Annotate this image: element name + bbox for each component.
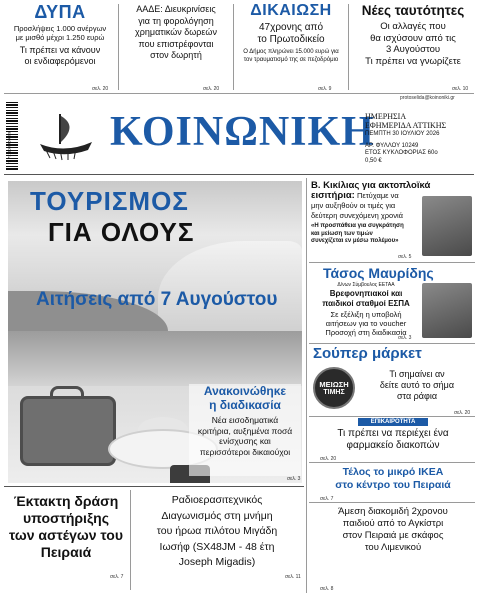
kikilias-text (311, 201, 419, 220)
teaser-dypa-head: ΔΥΠΑ (34, 2, 86, 22)
divider (306, 178, 307, 593)
ikea-page: σελ. 7 (320, 496, 334, 502)
masthead-meta-4: ΑΡ. ΦΥΛΛΟΥ 10249 (365, 142, 419, 149)
divider (233, 4, 234, 90)
pharmacy-page: σελ. 20 (320, 456, 337, 462)
mavridis-role: Δ/νων Σύμβουλος ΕΕΤΑΑ (337, 282, 395, 288)
mavridis-page: σελ. 3 (398, 335, 412, 341)
teaser-tautotites-line-4: Τι πρέπει να γνωρίζετε (365, 55, 461, 67)
hero-ann-line-5: ενίσχυσης και (219, 436, 271, 446)
mavridis-bold-1: Βρεφονηπιακοί και (329, 289, 403, 298)
mavridis-bold-2: παιδικοί σταθμοί ΕΣΠΑ (322, 298, 410, 308)
price-drop-badge (313, 367, 355, 409)
divider (309, 343, 475, 344)
radio-line-3: του ήρωα πιλότου Μιγάδη (156, 525, 278, 537)
diakomidi-line-3: στον Πειραιά με σκάφος (342, 530, 444, 541)
radio-line-4: Ιωσήφ (SX48JM - 48 έτη (159, 540, 275, 553)
badge-line-2: ΤΙΜΗΣ (323, 389, 345, 396)
teaser-dikaiosi-body-2: τον τραυματισμό της σε πεζοδρόμιο (243, 57, 339, 63)
teaser-dypa[interactable] (4, 2, 116, 67)
teaser-aade-line-2: για τη φορολόγηση (138, 15, 214, 26)
ikea-line-2: στο κέντρο του Πειραιά (335, 479, 451, 491)
kikilias-photo (422, 196, 472, 256)
supermarket-page: σελ. 20 (454, 410, 471, 416)
kikilias-quote-2: και μείωση των τιμών (311, 230, 373, 237)
hero-ann-line-4: κριτήρια, αυξημένα ποσά (197, 425, 293, 436)
story-ikea[interactable] (311, 466, 475, 492)
kikilias-quote-1: «Η προσπάθεια για συγκράτηση (311, 223, 404, 229)
story-pharmacy[interactable] (311, 428, 475, 452)
supermarket-head: Σούπερ μάρκετ (313, 345, 422, 362)
teaser-tautotites-body (350, 21, 476, 67)
hero-announcement[interactable] (189, 384, 301, 476)
kikilias-page: σελ. 5 (398, 254, 412, 260)
hero-title-1: ΤΟΥΡΙΣΜΟΣ (30, 186, 189, 216)
mavridis-desc (311, 310, 421, 337)
teaser-aade-line-4: που επιστρέφονται (138, 38, 214, 49)
divider (309, 502, 475, 503)
teaser-dikaiosi-body-1: Ο Δήμος πληρώνει 15.000 ευρώ για (243, 49, 339, 55)
ektakti-line-4: Πειραιά (40, 544, 92, 560)
story-ektakti[interactable] (6, 493, 126, 561)
hero-title-2: ΓΙΑ ΟΛΟΥΣ (48, 217, 195, 247)
divider (4, 93, 474, 94)
teaser-aade[interactable] (120, 4, 232, 62)
ikea-line-1: Τέλος το μικρό ΙΚΕΑ (342, 466, 444, 478)
mavridis-desc-3: Προσοχή στη διαδικασία (325, 328, 407, 337)
diakomidi-line-2: παιδιού από το Αγκίστρι (342, 518, 444, 529)
mavridis-photo (422, 283, 472, 338)
mavridis-bold (311, 289, 421, 308)
teaser-tautotites-line-2: θα ισχύσουν από τις (370, 32, 456, 44)
teaser-aade-page: σελ. 20 (203, 86, 220, 92)
ektakti-line-2: υποστήριξης (22, 510, 110, 526)
teaser-aade-line-1: ΑΑΔΕ: Διευκρινίσεις (136, 4, 216, 14)
ektakti-page: σελ. 7 (110, 574, 124, 580)
masthead-email[interactable]: protoselida@koinoniki.gr (400, 95, 455, 101)
hero-ann-line-3: Νέα εισοδηματικά (211, 415, 279, 425)
ektakti-line-1: Έκτακτη δράση (13, 493, 119, 509)
teaser-dikaiosi-main (235, 22, 347, 46)
mavridis-desc-1: Σε εξέλιξη η υποβολή (330, 310, 402, 319)
teaser-tautotites-page: σελ. 10 (452, 86, 469, 92)
kikilias-title-2-bold: εισιτήρια: (311, 190, 355, 201)
barcode-number: 9 771108 450009 (6, 131, 12, 163)
supermarket-line-2: δείτε αυτό το σήμα (379, 380, 455, 390)
divider (309, 416, 475, 417)
teaser-dypa-sub-1: Τι πρέπει να κάνουν (19, 45, 101, 55)
supermarket-line-1: Τι σημαίνει αν (389, 369, 445, 379)
divider (4, 174, 474, 175)
teaser-tautotites-head: Νέες ταυτότητες (361, 3, 465, 18)
masthead-meta-2: ΕΦΗΜΕΡΙΔΑ ΑΤΤΙΚΗΣ (365, 121, 447, 130)
teaser-dypa-page: σελ. 20 (92, 86, 109, 92)
mavridis-name: Τάσος Μαυρίδης (323, 265, 434, 281)
pharmacy-line-2: φαρμακείο διακοπών (346, 440, 440, 451)
kikilias-quote-3: συνεχίζεται εν μέσω πολέμου» (311, 238, 399, 244)
hero-ann-body (189, 415, 301, 457)
masthead-meta-6: 0,50 € (365, 157, 382, 164)
pharmacy-line-1: Τι πρέπει να περιέχει ένα (337, 428, 449, 439)
story-supermarket[interactable] (311, 345, 475, 413)
hero-title-3: Αιτήσεις από 7 Αυγούστου (36, 289, 278, 310)
story-diakomidi[interactable] (311, 506, 475, 554)
diakomidi-page: σελ. 8 (320, 586, 334, 592)
masthead-title[interactable]: ΚΟΙΝΩΝΙΚΗ (110, 109, 375, 155)
masthead-meta-5: ΕΤΟΣ ΚΥΚΛΟΦΟΡΙΑΣ 60ο (365, 150, 438, 156)
teaser-dikaiosi-line-2: το Πρωτοδικείο (257, 34, 325, 45)
kikilias-text-1: Πετύχαμε να (356, 191, 399, 200)
ektakti-line-3: των αστέγων του (9, 527, 123, 543)
teaser-dypa-body (4, 24, 116, 42)
teaser-aade-line-5: στον δωρητή (150, 50, 202, 61)
teaser-dikaiosi[interactable] (235, 2, 347, 64)
teaser-dikaiosi-line-1: 47χρονης από (258, 22, 324, 33)
suitcase (20, 396, 116, 466)
teaser-dikaiosi-head: ΔΙΚΑΙΩΣΗ (250, 2, 332, 19)
hero-ann-head-1: Ανακοινώθηκε (203, 384, 287, 398)
diakomidi-line-4: του Λιμενικού (364, 542, 422, 553)
kikilias-text-2: μην αυξηθούν οι τιμές για (311, 201, 396, 210)
kikilias-text-3: δεύτερη συνεχόμενη χρονιά (311, 210, 403, 220)
masthead-meta-3: ΠΕΜΠΤΗ 30 ΙΟΥΛΙΟΥ 2026 (365, 131, 440, 137)
teaser-tautotites[interactable] (350, 3, 476, 67)
teaser-tautotites-line-1: Οι αλλαγές που (380, 21, 446, 32)
ship-logo (30, 104, 100, 162)
badge-line-1: ΜΕΙΩΣΗ (319, 380, 349, 389)
teaser-dikaiosi-body (235, 48, 347, 64)
hero-ann-line-6: περισσότεροι δικαιούχοι (199, 446, 291, 457)
divider (309, 462, 475, 463)
divider (118, 4, 119, 90)
teaser-dypa-body-2: με μισθό μέχρι 1.250 ευρώ (15, 33, 105, 42)
radio-line-1: Ραδιοερασιτεχνικός (171, 494, 263, 506)
radio-page: σελ. 11 (285, 574, 301, 580)
divider (130, 490, 131, 590)
hero-page: σελ. 3 (287, 476, 301, 482)
divider (348, 4, 349, 90)
hero-sea (8, 331, 302, 391)
divider (4, 486, 304, 487)
teaser-aade-line-3: χρηματικών δωρεών (135, 27, 217, 38)
divider (309, 262, 475, 263)
supermarket-body (359, 369, 475, 402)
kikilias-title-1: Β. Κικίλιας για ακτοπλοϊκά (311, 180, 431, 191)
masthead-meta-1: ΗΜΕΡΗΣΙΑ (365, 112, 407, 121)
kikilias-quote (311, 223, 419, 246)
teaser-tautotites-line-3: 3 Αυγούστου (385, 44, 441, 55)
diakomidi-line-1: Άμεση διακομιδή 2χρονου (338, 506, 448, 517)
radio-line-2: Διαγωνισμός στη μνήμη (161, 509, 273, 522)
mavridis-desc-2: αιτήσεων για το voucher (325, 319, 407, 328)
hero-ann-head-2: η διαδικασία (209, 398, 281, 412)
teaser-dypa-sub-2: οι ενδιαφερόμενοι (24, 56, 96, 66)
section-tag-epikairotita: ΕΠΙΚΑΙΡΟΤΗΤΑ (358, 418, 428, 426)
teaser-dikaiosi-page: σελ. 9 (318, 86, 332, 92)
teaser-dypa-body-1: Προσλήψεις 1.000 ανέργων (13, 24, 107, 33)
radio-line-5: Joseph Migadis) (178, 556, 256, 568)
teaser-dypa-sub (4, 45, 116, 67)
masthead-meta (365, 112, 475, 165)
supermarket-line-3: στα ράφια (396, 391, 438, 401)
story-radio[interactable] (132, 493, 302, 571)
